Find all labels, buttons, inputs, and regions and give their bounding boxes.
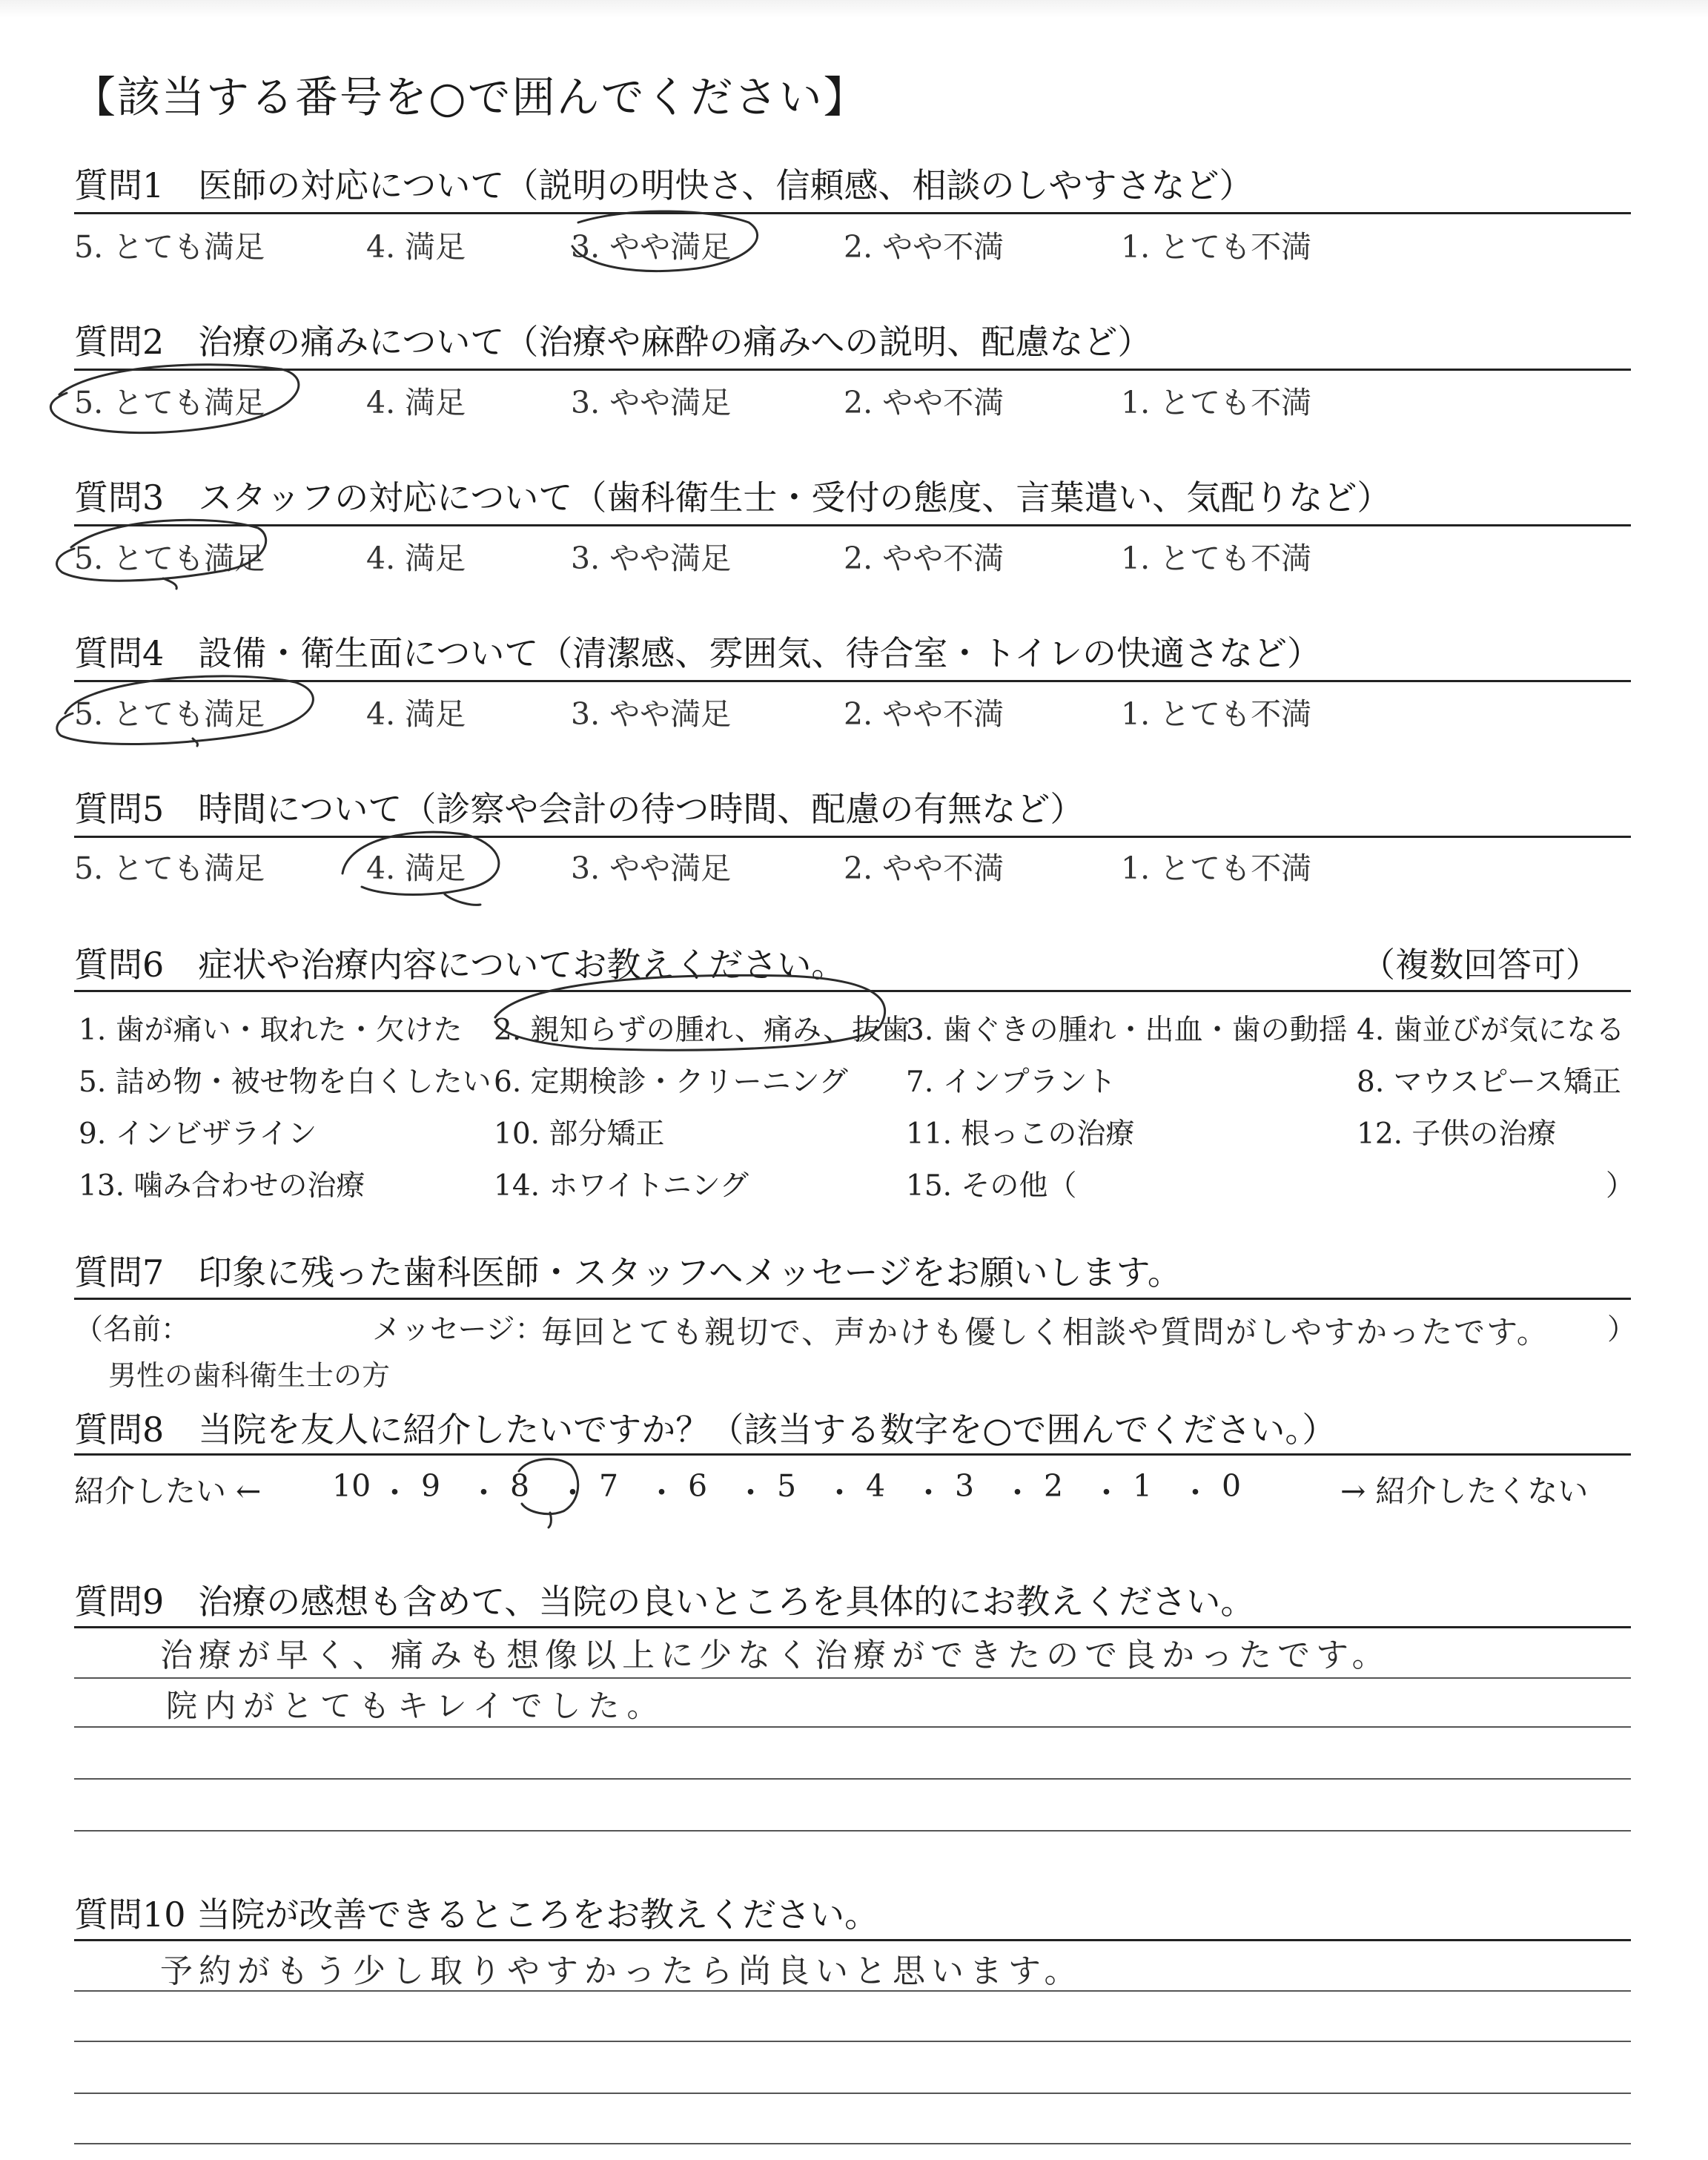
q6-title: 質問6 症状や治療内容についてお教えください。 <box>74 945 846 985</box>
q2-title: 質問2 治療の痛みについて（治療や麻酔の痛みへの説明、配慮など） <box>74 322 1152 362</box>
q9-answer-line-1[interactable]: 治療が早く、痛みも想像以上に少なく治療ができたので良かったです。 <box>160 1636 1391 1674</box>
q4-option-1[interactable]: 1. とても不満 <box>1121 696 1312 732</box>
q7-close-paren: ） <box>1607 1313 1637 1347</box>
q8-circle-mark <box>519 1459 578 1527</box>
q5-option-3[interactable]: 3. やや満足 <box>571 851 732 886</box>
q8-right-label: → 紹介したくない <box>1340 1473 1589 1509</box>
q6-option-14[interactable]: 14. ホワイトニング <box>494 1169 749 1203</box>
q8-scale-dot: ・ <box>824 1475 855 1510</box>
q3-option-5[interactable]: 5. とても満足 <box>74 541 265 576</box>
q8-scale-value-1[interactable]: 1 <box>1133 1468 1153 1504</box>
q7-message-label: メッセージ： <box>372 1313 544 1347</box>
q7-title: 質問7 印象に残った歯科医師・スタッフへメッセージをお願いします。 <box>74 1252 1182 1292</box>
q8-scale-value-5[interactable]: 5 <box>777 1468 797 1504</box>
q3-option-2[interactable]: 2. やや不満 <box>844 541 1004 576</box>
q5-option-4[interactable]: 4. 満足 <box>366 851 466 886</box>
q6-option-11[interactable]: 11. 根っこの治療 <box>906 1117 1135 1151</box>
q2-option-2[interactable]: 2. やや不満 <box>844 385 1004 420</box>
q4-circle-mark <box>57 676 314 746</box>
q8-scale-value-4[interactable]: 4 <box>866 1468 886 1504</box>
q8-scale-dot: ・ <box>557 1475 588 1510</box>
q10-answer-line-1[interactable]: 予約がもう少し取りやすかったら尚良いと思います。 <box>160 1952 1083 1990</box>
q5-option-5[interactable]: 5. とても満足 <box>74 851 265 886</box>
q8-scale-value-9[interactable]: 9 <box>421 1468 441 1504</box>
q6-option-3[interactable]: 3. 歯ぐきの腫れ・出血・歯の動揺 <box>906 1014 1348 1047</box>
q8-scale-dot: ・ <box>380 1475 410 1510</box>
q2-option-1[interactable]: 1. とても不満 <box>1121 385 1312 420</box>
q4-option-3[interactable]: 3. やや満足 <box>571 696 732 732</box>
q6-note: （複数回答可） <box>1361 945 1600 985</box>
q4-option-5[interactable]: 5. とても満足 <box>74 696 265 732</box>
q3-option-4[interactable]: 4. 満足 <box>366 541 466 576</box>
q6-option-6[interactable]: 6. 定期検診・クリーニング <box>494 1066 848 1099</box>
q8-scale-dot: ・ <box>1002 1475 1033 1510</box>
q8-scale-value-2[interactable]: 2 <box>1044 1468 1064 1504</box>
page-title: 【該当する番号を○で囲んでください】 <box>73 72 868 122</box>
q2-option-5[interactable]: 5. とても満足 <box>74 385 265 420</box>
q6-option-12[interactable]: 12. 子供の治療 <box>1357 1117 1557 1151</box>
q1-option-3[interactable]: 3. やや満足 <box>571 229 732 265</box>
q6-option-9[interactable]: 9. インビザライン <box>79 1117 317 1151</box>
q6-circle-mark <box>495 975 885 1050</box>
q7-message-value[interactable]: 毎回とても親切で、声かけも優しく相談や質問がしやすかったです。 <box>541 1314 1549 1350</box>
q5-title: 質問5 時間について（診察や会計の待つ時間、配慮の有無など） <box>74 789 1085 829</box>
q7-name-label: （名前： <box>74 1313 191 1347</box>
q10-title: 質問10 当院が改善できるところをお教えください。 <box>74 1895 879 1935</box>
q8-left-label: 紹介したい ← <box>74 1473 262 1509</box>
q4-option-4[interactable]: 4. 満足 <box>366 696 466 732</box>
q6-option-13[interactable]: 13. 噛み合わせの治療 <box>79 1169 365 1203</box>
q5-circle-mark <box>342 832 499 905</box>
q8-scale-dot: ・ <box>1180 1475 1211 1510</box>
q2-option-3[interactable]: 3. やや満足 <box>571 385 732 420</box>
q8-scale-value-6[interactable]: 6 <box>688 1468 708 1504</box>
q8-title: 質問8 当院を友人に紹介したいですか？（該当する数字を○で囲んでください。） <box>74 1410 1337 1450</box>
q4-option-2[interactable]: 2. やや不満 <box>844 696 1004 732</box>
q1-option-1[interactable]: 1. とても不満 <box>1121 229 1312 265</box>
q6-option-10[interactable]: 10. 部分矯正 <box>494 1117 665 1151</box>
q2-circle-mark <box>50 365 298 433</box>
q2-option-4[interactable]: 4. 満足 <box>366 385 466 420</box>
q1-option-5[interactable]: 5. とても満足 <box>74 229 265 265</box>
q1-option-2[interactable]: 2. やや不満 <box>844 229 1004 265</box>
q6-option-15[interactable]: 15. その他（ <box>906 1169 1077 1203</box>
q5-option-1[interactable]: 1. とても不満 <box>1121 851 1312 886</box>
q3-option-3[interactable]: 3. やや満足 <box>571 541 732 576</box>
q3-title: 質問3 スタッフの対応について（歯科衛生士・受付の態度、言葉遣い、気配りなど） <box>74 478 1391 518</box>
q7-name-value[interactable]: 男性の歯科衛生士の方 <box>108 1359 391 1392</box>
q8-scale-dot: ・ <box>469 1475 499 1510</box>
q6-option-5[interactable]: 5. 詰め物・被せ物を白くしたい <box>79 1066 491 1099</box>
q8-scale-value-8[interactable]: 8 <box>510 1468 530 1504</box>
q8-scale-value-10[interactable]: 10 <box>332 1468 371 1504</box>
q8-scale-value-7[interactable]: 7 <box>599 1468 619 1504</box>
q6-option-4[interactable]: 4. 歯並びが気になる <box>1357 1014 1625 1047</box>
q8-scale-value-0[interactable]: 0 <box>1222 1468 1242 1504</box>
q8-scale-dot: ・ <box>735 1475 766 1510</box>
q1-option-4[interactable]: 4. 満足 <box>366 229 466 265</box>
q8-scale-dot: ・ <box>646 1475 677 1510</box>
q6-option-15-close: ） <box>1606 1169 1635 1203</box>
q8-scale-dot: ・ <box>913 1475 944 1510</box>
q3-option-1[interactable]: 1. とても不満 <box>1121 541 1312 576</box>
q1-title: 質問1 医師の対応について（説明の明快さ、信頼感、相談のしやすさなど） <box>74 165 1254 205</box>
q9-answer-line-2[interactable]: 院内がとてもキレイでした。 <box>166 1688 666 1724</box>
q1-circle-mark <box>572 211 758 271</box>
q6-option-7[interactable]: 7. インプラント <box>906 1066 1116 1099</box>
q6-option-2[interactable]: 2. 親知らずの腫れ、痛み、抜歯 <box>494 1014 910 1047</box>
q3-circle-mark <box>57 520 266 589</box>
q6-option-8[interactable]: 8. マウスピース矯正 <box>1357 1066 1621 1099</box>
q5-option-2[interactable]: 2. やや不満 <box>844 851 1004 886</box>
q4-title: 質問4 設備・衛生面について（清潔感、雰囲気、待合室・トイレの快適さなど） <box>74 633 1322 673</box>
q9-title: 質問9 治療の感想も含めて、当院の良いところを具体的にお教えください。 <box>74 1582 1255 1622</box>
q8-scale-dot: ・ <box>1091 1475 1122 1510</box>
q8-scale-value-3[interactable]: 3 <box>955 1468 975 1504</box>
q6-option-1[interactable]: 1. 歯が痛い・取れた・欠けた <box>79 1014 463 1047</box>
